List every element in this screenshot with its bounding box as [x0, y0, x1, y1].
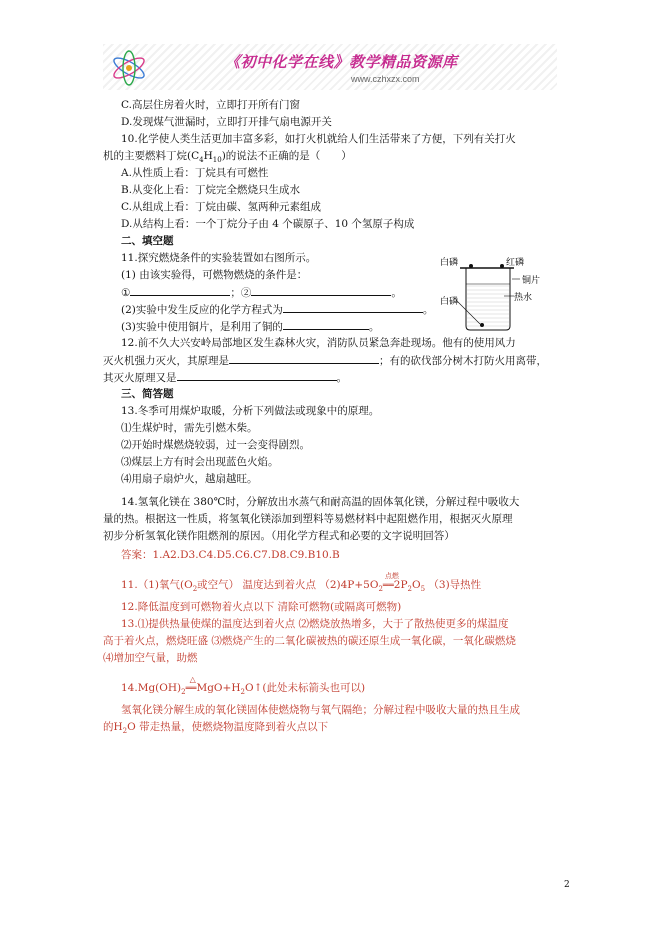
- q11-blank-1: [130, 285, 230, 296]
- q12-period: 。: [336, 372, 347, 384]
- q10-stem-line1: 10.化学使人类生活更加丰富多彩，如打火机就给人们生活带来了方便，下列有关打火: [121, 133, 516, 145]
- q11-blank-3: [283, 302, 423, 313]
- answer-11-c: 2P: [393, 579, 408, 591]
- answer-14-line3: [103, 720, 328, 738]
- q11-part1-blanks: [121, 285, 402, 300]
- answer-11-equals-condition: 点燃 ══: [383, 579, 394, 593]
- q13-stem: 13.冬季可用煤炉取暖，分析下列做法或现象中的原理。: [121, 405, 380, 417]
- answer-14-equals-condition: △ ══: [185, 675, 197, 694]
- answer-12: 12.降低温度到可燃物着火点以下 清除可燃物(或隔离可燃物): [121, 601, 402, 613]
- page-number: 2: [564, 880, 570, 890]
- answer-14-line3-a: 的H: [103, 721, 123, 733]
- answer-14-sub-3: 2: [122, 727, 128, 736]
- leader-line-bottom: [456, 300, 480, 324]
- q11-circle-1: ①: [121, 287, 131, 299]
- q13-item-1: ⑴生煤炉时，需先引燃木柴。: [121, 422, 258, 434]
- combustion-apparatus-figure: [440, 256, 548, 332]
- q11-stem: 11.探究燃烧条件的实验装置如右图所示。: [121, 252, 317, 264]
- q13-item-3: ⑶煤层上方有时会出现蓝色火焰。: [121, 456, 279, 468]
- answer-11: [121, 572, 482, 596]
- answer-11-e: （3)导热性: [428, 579, 482, 591]
- banner-url: www.czhxzx.com: [351, 74, 420, 84]
- q11-part1: (1) 由该实验得，可燃物燃烧的条件是：: [121, 269, 308, 281]
- q10-option-b: B.从变化上看：丁烷完全燃烧只生成水: [121, 184, 301, 196]
- section-fill-blank-heading: 二、填空题: [121, 235, 174, 247]
- answer-11-condition: 点燃: [384, 572, 399, 580]
- q10-stem-part-b: )的说法不正确的是（ ）: [221, 150, 352, 162]
- beaker: [466, 268, 510, 330]
- answer-11-sub-3: 2: [407, 585, 412, 594]
- answer-11-sub-4: 5: [420, 585, 426, 594]
- answer-14-line3-b: O 带走热量，使燃烧物温度降到着火点以下: [127, 721, 329, 733]
- banner-title: 《初中化学在线》教学精品资源库: [225, 53, 458, 71]
- header-banner: [103, 44, 557, 90]
- answer-14-eq-a: 14.Mg(OH): [121, 682, 182, 694]
- q11-period-3: 。: [368, 321, 380, 333]
- label-white-phosphorus-bottom: 白磷: [440, 297, 459, 307]
- q13-item-4: ⑷用扇子扇炉火，越扇越旺。: [121, 473, 258, 485]
- q10-h: H: [203, 150, 213, 162]
- q11-separator: ；②: [230, 287, 252, 299]
- water-hatching: [467, 286, 509, 326]
- label-white-phosphorus-top: 白磷: [440, 258, 459, 268]
- white-phosphorus-water-dot: [480, 323, 484, 327]
- q12-line3-text: 其灭火原理又是: [103, 372, 177, 384]
- q11-part3-text: (3)实验中使用铜片，是利用了铜的: [121, 321, 283, 333]
- section-short-answer-heading: 三、简答题: [121, 388, 174, 400]
- answer-14-eq-b: MgO+H: [196, 682, 241, 694]
- answer-14-sub-1: 2: [181, 688, 186, 697]
- q10-option-a: A.从性质上看：丁烷具有可燃性: [121, 167, 269, 179]
- atom-logo-icon: [109, 48, 149, 88]
- answer-11-sub-1: 2: [192, 585, 198, 594]
- label-hot-water: 热水: [514, 293, 533, 303]
- q11-part2-text: (2)实验中发生反应的化学方程式为: [121, 304, 283, 316]
- answer-14-sub-2: 2: [240, 688, 245, 697]
- answer-14-condition: △: [189, 675, 196, 684]
- q12-blank-1: [229, 353, 379, 364]
- q12-line2: [103, 353, 547, 368]
- q10-option-c: C.从组成上看：丁烷由碳、氢两种元素组成: [121, 201, 321, 213]
- q12-line1: 12.前不久大兴安岭局部地区发生森林火灾，消防队员紧急奔赴现场。他有的使用风力: [121, 337, 516, 349]
- q10-sub-4: 4: [199, 156, 204, 165]
- answer-14-line2: 氢氧化镁分解生成的氧化镁固体使燃烧物与氧气隔绝；分解过程中吸收大量的热且生成: [121, 704, 520, 716]
- q12-blank-2: [177, 370, 337, 381]
- q11-blank-2: [251, 285, 391, 296]
- answer-11-sub-2: 2: [378, 585, 383, 594]
- q14-line3: 初步分析氢氧化镁作阻燃剂的原因。（用化学方程式和必要的文字说明回答）: [103, 530, 455, 542]
- q10-option-d: D.从结构上看：一个丁烷分子由 4 个碳原子、10 个氢原子构成: [121, 218, 415, 230]
- q11-period-1: 。: [391, 287, 402, 299]
- answer-13-line1: 13.⑴提供热量使煤的温度达到着火点 ⑵燃烧放热增多，大于了散热使更多的煤温度: [121, 618, 509, 630]
- answer-13-line2: 高于着火点，燃烧旺盛 ⑶燃烧产生的二氧化碳被热的碳还原生成一氧化碳，一氧化碳燃烧: [103, 635, 516, 647]
- q9-option-c: C.高层住房着火时，立即打开所有门窗: [121, 99, 300, 111]
- q12-line2-a: 灭火机强力灭火，其原理是: [103, 355, 229, 367]
- q13-item-2: ⑵开始时煤燃烧较弱，过一会变得剧烈。: [121, 439, 310, 451]
- answer-13-line3: ⑷增加空气量，助燃: [103, 652, 198, 664]
- answer-11-a: 11.（1)氧气(O: [121, 579, 193, 591]
- q10-sub-10: 10: [212, 156, 222, 165]
- q11-part3: [121, 319, 379, 334]
- label-red-phosphorus: 红磷: [506, 258, 525, 268]
- label-copper-sheet: 铜片: [522, 276, 541, 286]
- q12-line3: [103, 370, 347, 385]
- answer-14-equation: [121, 675, 366, 699]
- q11-period-2: 。: [422, 304, 434, 316]
- q11-part2: [121, 302, 433, 317]
- q12-line2-b: ；有的砍伐部分树木打防火用离带，: [379, 355, 547, 367]
- q10-stem-line2: [103, 149, 352, 167]
- q14-line1: 14.氢氧化镁在 380℃时，分解放出水蒸气和耐高温的固体氧化镁，分解过程中吸收大: [121, 496, 520, 508]
- q10-stem-part-a: 机的主要燃料丁烷(C: [103, 150, 200, 162]
- answer-choice: 答案：1.A2.D3.C4.D5.C6.C7.D8.C9.B10.B: [121, 549, 340, 561]
- red-phosphorus-dot: [500, 264, 504, 268]
- q14-line2: 量的热。根据这一性质，将氢氧化镁添加到塑料等易燃材料中起阻燃作用，根据灭火原理: [103, 513, 513, 525]
- answer-14-eq-c: O↑(此处未标箭头也可以): [244, 682, 366, 694]
- answer-11-d: O: [411, 579, 421, 591]
- answer-11-b: 或空气） 温度达到着火点 （2)4P+5O: [197, 579, 379, 591]
- white-phosphorus-dot: [469, 264, 473, 268]
- q11-blank-4: [283, 319, 369, 330]
- q9-option-d: D.发现煤气泄漏时，立即打开排气扇电源开关: [121, 116, 332, 128]
